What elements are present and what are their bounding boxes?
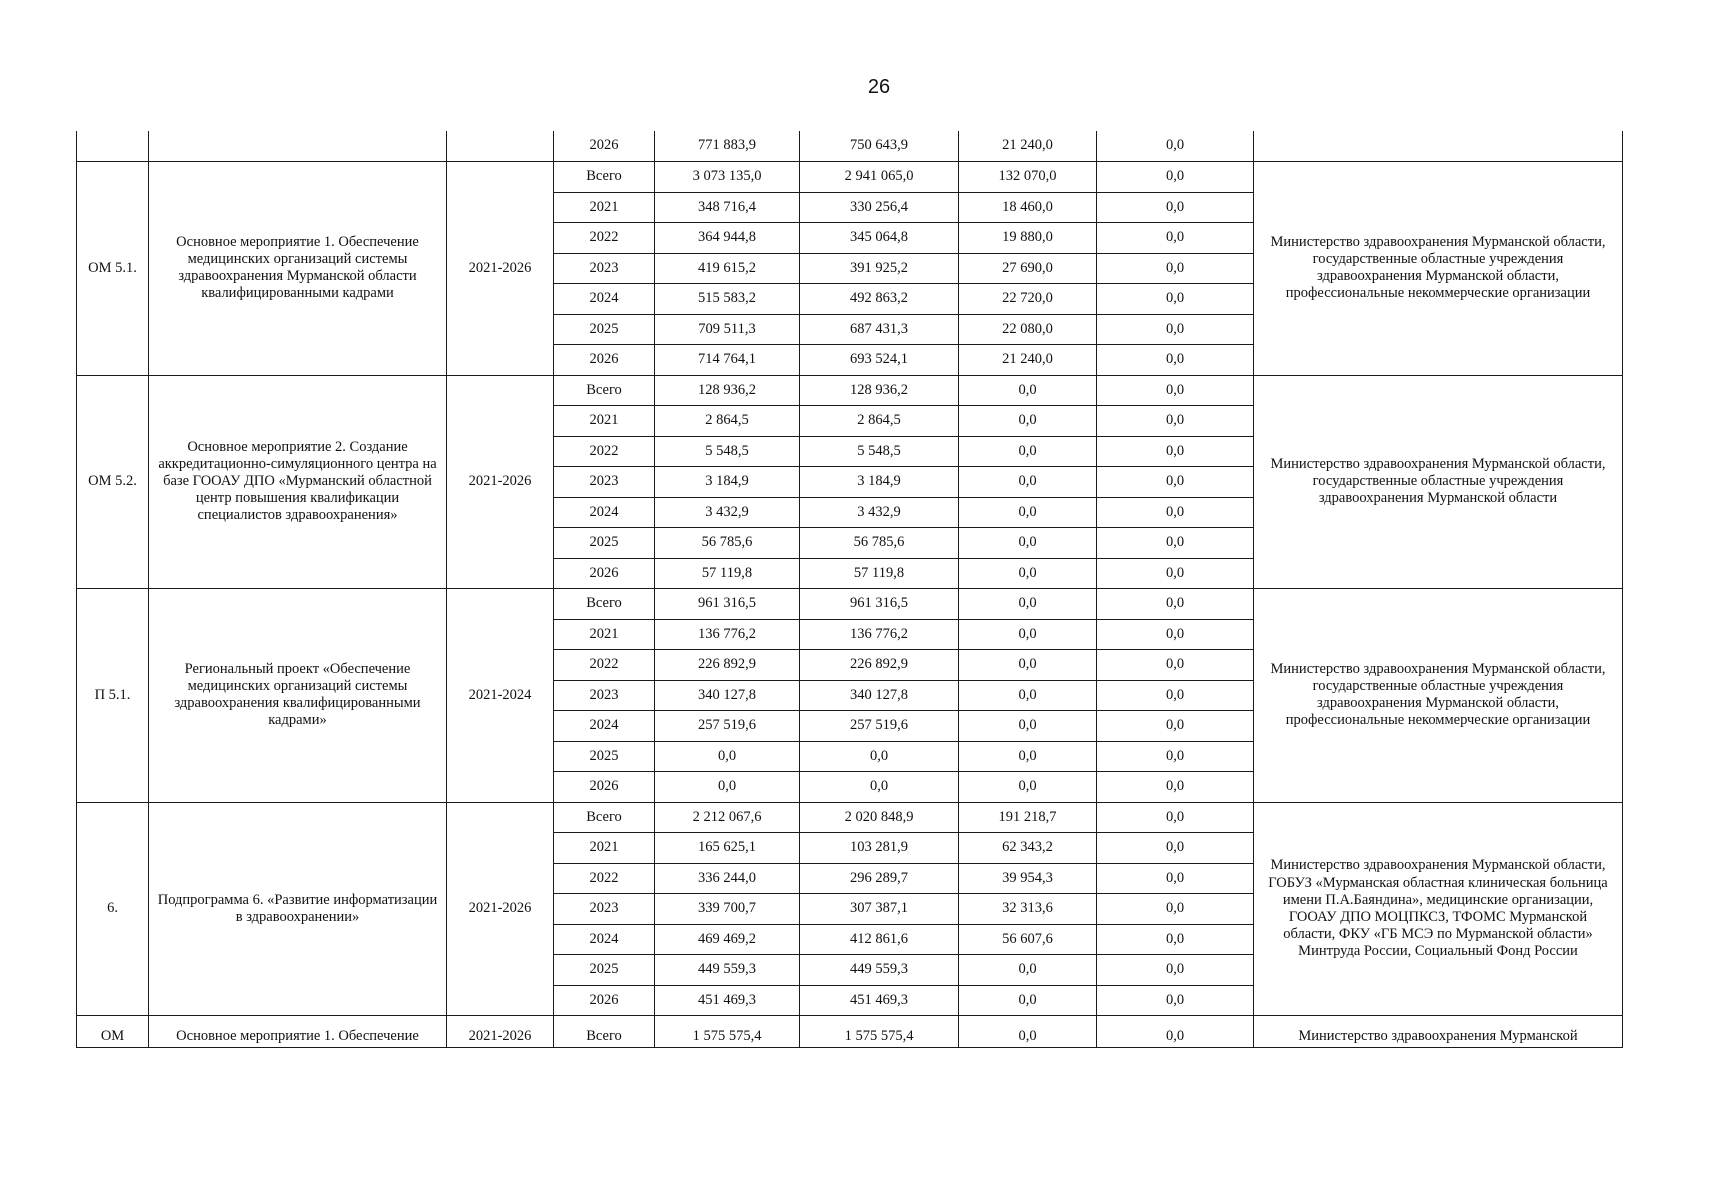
- other-sources-cell: 0,0: [1097, 284, 1254, 315]
- measure-name-cell: Основное мероприятие 2. Создание аккредитационно-симуляционного центра на базе ГООАУ ДПО «Мурманский областной центр повышения квалификации специалистов здравоохранения»: [149, 375, 447, 589]
- other-sources-cell: 0,0: [1097, 802, 1254, 833]
- federal-budget-cell: 27 690,0: [959, 253, 1097, 284]
- regional-budget-cell: 257 519,6: [800, 711, 959, 742]
- total-value-cell: 0,0: [655, 772, 800, 803]
- total-value-cell: 714 764,1: [655, 345, 800, 376]
- other-sources-cell: 0,0: [1097, 345, 1254, 376]
- other-sources-cell: 0,0: [1097, 406, 1254, 437]
- total-value-cell: 128 936,2: [655, 375, 800, 406]
- other-sources-cell: 0,0: [1097, 192, 1254, 223]
- federal-budget-cell: 32 313,6: [959, 894, 1097, 925]
- regional-budget-cell: 693 524,1: [800, 345, 959, 376]
- federal-budget-cell: 62 343,2: [959, 833, 1097, 864]
- year-cell: 2026: [554, 985, 655, 1016]
- implementation-period-cell: 2021-2026: [447, 802, 554, 1016]
- year-cell: 2022: [554, 650, 655, 681]
- year-cell: 2023: [554, 894, 655, 925]
- other-sources-cell: 0,0: [1097, 772, 1254, 803]
- year-cell: 2024: [554, 497, 655, 528]
- year-cell: Всего: [554, 375, 655, 406]
- other-sources-cell: 0,0: [1097, 436, 1254, 467]
- federal-budget-cell: 0,0: [959, 955, 1097, 986]
- measure-name-cell: Основное мероприятие 1. Обеспечение медицинских организаций системы здравоохранения Мурманской области квалифицированными кадрами: [149, 162, 447, 376]
- table-row: [77, 1016, 1623, 1048]
- regional-budget-cell: 330 256,4: [800, 192, 959, 223]
- other-sources-cell: 0,0: [1097, 314, 1254, 345]
- year-cell: 2021: [554, 192, 655, 223]
- regional-budget-cell: 961 316,5: [800, 589, 959, 620]
- federal-budget-cell: 0,0: [959, 650, 1097, 681]
- other-sources-cell: 0,0: [1097, 863, 1254, 894]
- total-value-cell: 339 700,7: [655, 894, 800, 925]
- measure-number-cell: ОМ 5.2.: [77, 375, 149, 589]
- year-cell: 2023: [554, 467, 655, 498]
- year-cell: 2022: [554, 863, 655, 894]
- total-value-cell: 2 212 067,6: [655, 802, 800, 833]
- total-value-cell: 226 892,9: [655, 650, 800, 681]
- regional-budget-cell: 296 289,7: [800, 863, 959, 894]
- table-row: [77, 162, 1623, 193]
- total-value-cell: 449 559,3: [655, 955, 800, 986]
- year-cell: 2025: [554, 955, 655, 986]
- measure-number-cell: ОМ: [77, 1016, 149, 1048]
- budget-table-body: [77, 131, 1623, 1048]
- total-value-cell: 165 625,1: [655, 833, 800, 864]
- other-sources-cell: 0,0: [1097, 955, 1254, 986]
- total-value-cell: 709 511,3: [655, 314, 800, 345]
- year-cell: 2025: [554, 741, 655, 772]
- year-cell: 2021: [554, 619, 655, 650]
- year-cell: Всего: [554, 162, 655, 193]
- other-sources-cell: 0,0: [1097, 741, 1254, 772]
- regional-budget-cell: 451 469,3: [800, 985, 959, 1016]
- total-value-cell: 340 127,8: [655, 680, 800, 711]
- budget-table: [76, 131, 1623, 1048]
- federal-budget-cell: 0,0: [959, 375, 1097, 406]
- year-cell: 2023: [554, 680, 655, 711]
- year-cell: 2022: [554, 223, 655, 254]
- executor-cell: Министерство здравоохранения Мурманской области, ГОБУЗ «Мурманская областная клиническая больница имени П.А.Баяндина», медицинские организации, ГООАУ ДПО МОЦПКСЗ, ТФОМС Мурманской области, ФКУ «ГБ МСЭ по Мурманской области» Минтруда России, Социальный Фонд России: [1254, 802, 1623, 1016]
- implementation-period-cell: 2021-2026: [447, 375, 554, 589]
- implementation-period-cell: 2021-2024: [447, 589, 554, 803]
- year-cell: 2021: [554, 406, 655, 437]
- total-value-cell: 5 548,5: [655, 436, 800, 467]
- implementation-period-cell: 2021-2026: [447, 162, 554, 376]
- total-value-cell: 56 785,6: [655, 528, 800, 559]
- regional-budget-cell: 103 281,9: [800, 833, 959, 864]
- year-cell: 2026: [554, 558, 655, 589]
- regional-budget-cell: 0,0: [800, 741, 959, 772]
- other-sources-cell: 0,0: [1097, 375, 1254, 406]
- table-row: [77, 802, 1623, 833]
- other-sources-cell: 0,0: [1097, 924, 1254, 955]
- total-value-cell: 0,0: [655, 741, 800, 772]
- total-value-cell: 3 432,9: [655, 497, 800, 528]
- regional-budget-cell: 226 892,9: [800, 650, 959, 681]
- year-cell: Всего: [554, 1016, 655, 1048]
- federal-budget-cell: 0,0: [959, 436, 1097, 467]
- federal-budget-cell: 132 070,0: [959, 162, 1097, 193]
- empty-name-cell: [149, 131, 447, 162]
- other-sources-cell: 0,0: [1097, 497, 1254, 528]
- total-value-cell: 961 316,5: [655, 589, 800, 620]
- year-cell: 2022: [554, 436, 655, 467]
- other-sources-cell: 0,0: [1097, 1016, 1254, 1048]
- regional-budget-cell: 5 548,5: [800, 436, 959, 467]
- year-cell: 2024: [554, 924, 655, 955]
- total-value-cell: 336 244,0: [655, 863, 800, 894]
- measure-number-cell: 6.: [77, 802, 149, 1016]
- total-value-cell: 2 864,5: [655, 406, 800, 437]
- empty-executor-cell: [1254, 131, 1623, 162]
- total-value-cell: 771 883,9: [655, 131, 800, 162]
- regional-budget-cell: 1 575 575,4: [800, 1016, 959, 1048]
- regional-budget-cell: 2 864,5: [800, 406, 959, 437]
- other-sources-cell: 0,0: [1097, 650, 1254, 681]
- table-row: [77, 375, 1623, 406]
- total-value-cell: 451 469,3: [655, 985, 800, 1016]
- federal-budget-cell: 19 880,0: [959, 223, 1097, 254]
- other-sources-cell: 0,0: [1097, 894, 1254, 925]
- federal-budget-cell: 18 460,0: [959, 192, 1097, 223]
- federal-budget-cell: 0,0: [959, 406, 1097, 437]
- other-sources-cell: 0,0: [1097, 680, 1254, 711]
- year-cell: 2024: [554, 284, 655, 315]
- regional-budget-cell: 449 559,3: [800, 955, 959, 986]
- total-value-cell: 364 944,8: [655, 223, 800, 254]
- executor-cell: Министерство здравоохранения Мурманской области, государственные областные учреждения здравоохранения Мурманской области, профессиональные некоммерческие организации: [1254, 589, 1623, 803]
- other-sources-cell: 0,0: [1097, 558, 1254, 589]
- total-value-cell: 348 716,4: [655, 192, 800, 223]
- year-cell: 2023: [554, 253, 655, 284]
- regional-budget-cell: 2 020 848,9: [800, 802, 959, 833]
- regional-budget-cell: 492 863,2: [800, 284, 959, 315]
- regional-budget-cell: 340 127,8: [800, 680, 959, 711]
- total-value-cell: 257 519,6: [655, 711, 800, 742]
- table-row: [77, 131, 1623, 162]
- year-cell: Всего: [554, 589, 655, 620]
- regional-budget-cell: 750 643,9: [800, 131, 959, 162]
- regional-budget-cell: 3 432,9: [800, 497, 959, 528]
- total-value-cell: 3 184,9: [655, 467, 800, 498]
- regional-budget-cell: 307 387,1: [800, 894, 959, 925]
- total-value-cell: 3 073 135,0: [655, 162, 800, 193]
- year-cell: 2024: [554, 711, 655, 742]
- federal-budget-cell: 0,0: [959, 985, 1097, 1016]
- other-sources-cell: 0,0: [1097, 711, 1254, 742]
- federal-budget-cell: 0,0: [959, 772, 1097, 803]
- regional-budget-cell: 2 941 065,0: [800, 162, 959, 193]
- year-cell: 2026: [554, 131, 655, 162]
- regional-budget-cell: 345 064,8: [800, 223, 959, 254]
- total-value-cell: 469 469,2: [655, 924, 800, 955]
- other-sources-cell: 0,0: [1097, 528, 1254, 559]
- federal-budget-cell: 39 954,3: [959, 863, 1097, 894]
- federal-budget-cell: 191 218,7: [959, 802, 1097, 833]
- federal-budget-cell: 22 720,0: [959, 284, 1097, 315]
- other-sources-cell: 0,0: [1097, 162, 1254, 193]
- regional-budget-cell: 136 776,2: [800, 619, 959, 650]
- other-sources-cell: 0,0: [1097, 253, 1254, 284]
- other-sources-cell: 0,0: [1097, 985, 1254, 1016]
- year-cell: Всего: [554, 802, 655, 833]
- other-sources-cell: 0,0: [1097, 131, 1254, 162]
- federal-budget-cell: 21 240,0: [959, 345, 1097, 376]
- year-cell: 2026: [554, 772, 655, 803]
- regional-budget-cell: 128 936,2: [800, 375, 959, 406]
- federal-budget-cell: 56 607,6: [959, 924, 1097, 955]
- federal-budget-cell: 0,0: [959, 711, 1097, 742]
- table-row: [77, 589, 1623, 620]
- measure-name-cell: Подпрограмма 6. «Развитие информатизации в здравоохранении»: [149, 802, 447, 1016]
- other-sources-cell: 0,0: [1097, 833, 1254, 864]
- federal-budget-cell: 0,0: [959, 497, 1097, 528]
- executor-cell: Министерство здравоохранения Мурманской области, государственные областные учреждения здравоохранения Мурманской области: [1254, 375, 1623, 589]
- total-value-cell: 419 615,2: [655, 253, 800, 284]
- implementation-period-cell: 2021-2026: [447, 1016, 554, 1048]
- empty-period-cell: [447, 131, 554, 162]
- year-cell: 2025: [554, 314, 655, 345]
- regional-budget-cell: 0,0: [800, 772, 959, 803]
- page-number: 26: [867, 76, 891, 98]
- other-sources-cell: 0,0: [1097, 223, 1254, 254]
- total-value-cell: 136 776,2: [655, 619, 800, 650]
- federal-budget-cell: 22 080,0: [959, 314, 1097, 345]
- other-sources-cell: 0,0: [1097, 619, 1254, 650]
- measure-name-cell: Региональный проект «Обеспечение медицинских организаций системы здравоохранения квалифицированными кадрами»: [149, 589, 447, 803]
- measure-name-cell: Основное мероприятие 1. Обеспечение: [149, 1016, 447, 1048]
- federal-budget-cell: 0,0: [959, 741, 1097, 772]
- regional-budget-cell: 391 925,2: [800, 253, 959, 284]
- measure-number-cell: П 5.1.: [77, 589, 149, 803]
- measure-number-cell: ОМ 5.1.: [77, 162, 149, 376]
- regional-budget-cell: 57 119,8: [800, 558, 959, 589]
- regional-budget-cell: 56 785,6: [800, 528, 959, 559]
- federal-budget-cell: 0,0: [959, 619, 1097, 650]
- other-sources-cell: 0,0: [1097, 589, 1254, 620]
- federal-budget-cell: 0,0: [959, 558, 1097, 589]
- federal-budget-cell: 0,0: [959, 528, 1097, 559]
- year-cell: 2021: [554, 833, 655, 864]
- regional-budget-cell: 687 431,3: [800, 314, 959, 345]
- federal-budget-cell: 21 240,0: [959, 131, 1097, 162]
- executor-cell: Министерство здравоохранения Мурманской: [1254, 1016, 1623, 1048]
- total-value-cell: 1 575 575,4: [655, 1016, 800, 1048]
- federal-budget-cell: 0,0: [959, 680, 1097, 711]
- regional-budget-cell: 412 861,6: [800, 924, 959, 955]
- federal-budget-cell: 0,0: [959, 467, 1097, 498]
- federal-budget-cell: 0,0: [959, 589, 1097, 620]
- federal-budget-cell: 0,0: [959, 1016, 1097, 1048]
- other-sources-cell: 0,0: [1097, 467, 1254, 498]
- regional-budget-cell: 3 184,9: [800, 467, 959, 498]
- total-value-cell: 515 583,2: [655, 284, 800, 315]
- executor-cell: Министерство здравоохранения Мурманской области, государственные областные учреждения здравоохранения Мурманской области, профессиональные некоммерческие организации: [1254, 162, 1623, 376]
- year-cell: 2025: [554, 528, 655, 559]
- empty-number-cell: [77, 131, 149, 162]
- year-cell: 2026: [554, 345, 655, 376]
- total-value-cell: 57 119,8: [655, 558, 800, 589]
